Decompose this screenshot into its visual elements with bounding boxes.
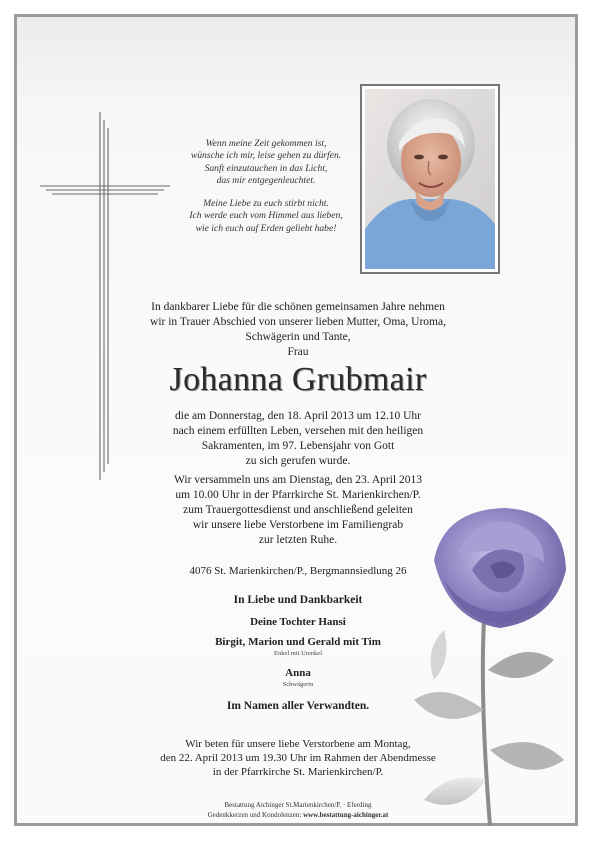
memorial-poem: [166, 138, 366, 235]
intro-line: Schwägerin und Tante,: [245, 331, 351, 343]
poem-line: wünsche ich mir, leise gehen zu dürfen.: [190, 150, 342, 162]
all-relatives: Im Namen aller Verwandten.: [226, 700, 370, 712]
portrait-photo: [360, 84, 500, 274]
mourner-grandchildren: Birgit, Marion und Gerald mit Tim: [215, 636, 381, 648]
death-notice: [120, 409, 476, 469]
prayer-line: Wir beten für unsere liebe Verstorbene am Montag,: [185, 738, 411, 750]
funeral-line: zur letzten Ruhe.: [258, 534, 338, 546]
footer-label: Gedenkkerzen und Kondolenzen:: [207, 811, 304, 819]
funeral-line: um 10.00 Uhr in der Pfarrkirche St. Marienkirchen/P.: [175, 489, 421, 501]
footer: [120, 800, 476, 820]
intro-line: wir in Trauer Abschied von unserer lieben Mutter, Oma, Uroma,: [150, 316, 446, 328]
prayer-line: den 22. April 2013 um 19.30 Uhr im Rahmen der Abendmesse: [160, 752, 436, 764]
death-line: Sakramenten, im 97. Lebensjahr von Gott: [201, 440, 395, 452]
footer-line: Bestattung Aichinger St.Marienkirchen/P. · Eferding: [224, 801, 372, 809]
deceased-name: Johanna Grubmair: [169, 361, 427, 398]
intro-line: Frau: [287, 346, 309, 358]
prayer-notice: [120, 737, 476, 779]
website-link[interactable]: www.bestattung-aichinger.at: [303, 811, 389, 819]
intro-line: In dankbarer Liebe für die schönen gemeinsamen Jahre nehmen: [151, 301, 445, 313]
prayer-line: in der Pfarrkirche St. Marienkirchen/P.: [212, 766, 384, 778]
funeral-line: wir unsere liebe Verstorbene im Familiengrab: [192, 519, 404, 531]
thanks-heading: In Liebe und Dankbarkeit: [233, 594, 363, 606]
poem-line: Wenn meine Zeit gekommen ist,: [205, 138, 327, 149]
portrait-image: [365, 89, 495, 269]
poem-line: Meine Liebe zu euch stirbt nicht.: [203, 198, 329, 210]
death-line: die am Donnerstag, den 18. April 2013 um 12.10 Uhr: [175, 410, 421, 422]
address: 4076 St. Marienkirchen/P., Bergmannsiedlung 26: [189, 565, 407, 577]
mourner-sister-in-law: Anna: [285, 667, 311, 679]
footer-line: [120, 810, 476, 820]
mourner-grandchildren-role: Enkel mit Urenkel: [273, 650, 322, 657]
poem-line: Ich werde euch vom Himmel aus lieben,: [189, 210, 343, 222]
intro-text: [120, 300, 476, 360]
death-line: zu sich gerufen wurde.: [245, 455, 351, 467]
death-line: nach einem erfüllten Leben, versehen mit den heiligen: [172, 425, 424, 437]
mourner-daughter: Deine Tochter Hansi: [250, 616, 346, 628]
poem-line: Sanft einzutauchen in das Licht,: [204, 162, 328, 174]
funeral-line: zum Trauergottesdienst und anschließend geleiten: [183, 504, 413, 516]
poem-line: wie ich euch auf Erden geliebt habe!: [195, 222, 337, 234]
mourner-sister-in-law-role: Schwägerin: [282, 681, 314, 688]
funeral-line: Wir versammeln uns am Dienstag, den 23. April 2013: [173, 474, 423, 486]
poem-line: das mir entgegenleuchtet.: [216, 174, 316, 186]
